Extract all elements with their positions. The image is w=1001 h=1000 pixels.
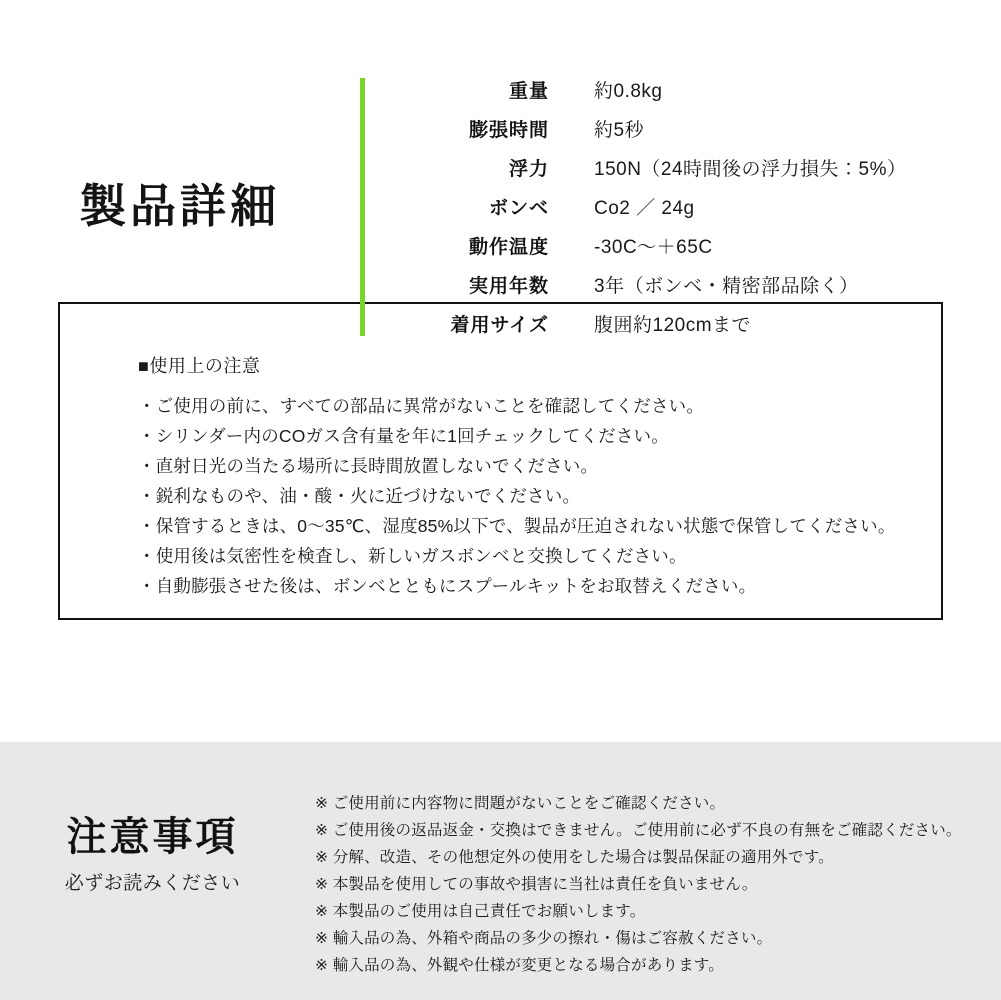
caution-title-block — [0, 742, 305, 895]
product-spec-section — [0, 0, 1001, 336]
caution-item: ※ ご使用前に内容物に問題がないことをご確認ください。 — [315, 795, 726, 812]
spec-row — [401, 310, 907, 349]
spec-label: ボンベ — [488, 198, 549, 219]
caution-item: ※ ご使用後の返品返金・交換はできません。ご使用前に必ず不良の有無をご確認ください。 — [315, 822, 962, 839]
caution-list — [315, 742, 962, 979]
spec-row — [401, 76, 907, 115]
spec-value: 約5秒 — [594, 120, 645, 141]
caution-item: ※ 分解、改造、その他想定外の使用をした場合は製品保証の適用外です。 — [315, 849, 834, 866]
spec-row — [401, 271, 907, 310]
caution-item: ※ 輸入品の為、外観や仕様が変更となる場合があります。 — [315, 957, 724, 974]
spec-row — [401, 154, 907, 193]
green-accent-bar — [360, 78, 365, 336]
usage-notice-item: ・シリンダー内のCOガス含有量を年に1回チェックしてください。 — [138, 426, 669, 446]
usage-notice-item: ・保管するときは、0〜35℃、湿度85%以下で、製品が圧迫されない状態で保管してください。 — [138, 516, 896, 536]
spec-row — [401, 115, 907, 154]
spec-value: 約0.8kg — [594, 81, 663, 102]
spec-section-title: 製品詳細 — [80, 180, 280, 232]
spec-label: 実用年数 — [468, 276, 549, 297]
spec-label: 着用サイズ — [450, 315, 549, 336]
caution-item: ※ 本製品のご使用は自己責任でお願いします。 — [315, 903, 646, 920]
usage-notice-item: ・自動膨張させた後は、ボンベとともにスプールキットをお取替えください。 — [138, 576, 757, 596]
spec-label: 膨張時間 — [468, 120, 549, 141]
caution-title: 注意事項 — [66, 815, 239, 859]
usage-notice-box — [58, 302, 943, 620]
spec-label: 浮力 — [508, 159, 549, 180]
usage-notice-item: ・直射日光の当たる場所に長時間放置しないでください。 — [138, 456, 599, 476]
spec-value: 150N（24時間後の浮力損失：5%） — [594, 159, 907, 180]
spec-row — [401, 193, 907, 232]
spec-label: 動作温度 — [468, 237, 549, 258]
caution-item: ※ 輸入品の為、外箱や商品の多少の擦れ・傷はご容赦ください。 — [315, 930, 773, 947]
spec-value: 3年（ボンベ・精密部品除く） — [594, 276, 859, 297]
spec-value: Co2 ／ 24g — [594, 198, 695, 219]
usage-notice-item: ・ご使用の前に、すべての部品に異常がないことを確認してください。 — [138, 396, 705, 416]
spec-value: -30C〜＋65C — [594, 237, 713, 258]
spec-label: 重量 — [508, 81, 549, 102]
usage-notice-item: ・使用後は気密性を検査し、新しいガスボンベと交換してください。 — [138, 546, 687, 566]
spec-row — [401, 232, 907, 271]
usage-notice-item: ・鋭利なものや、油・酸・火に近づけないでください。 — [138, 486, 581, 506]
usage-notice-heading: ■使用上の注意 — [138, 356, 261, 376]
spec-table — [401, 76, 907, 349]
caution-item: ※ 本製品を使用しての事故や損害に当社は責任を負いません。 — [315, 876, 758, 893]
caution-subtitle: 必ずお読みください — [64, 873, 241, 894]
caution-section — [0, 742, 1001, 1000]
spec-value: 腹囲約120cmまで — [594, 315, 752, 336]
